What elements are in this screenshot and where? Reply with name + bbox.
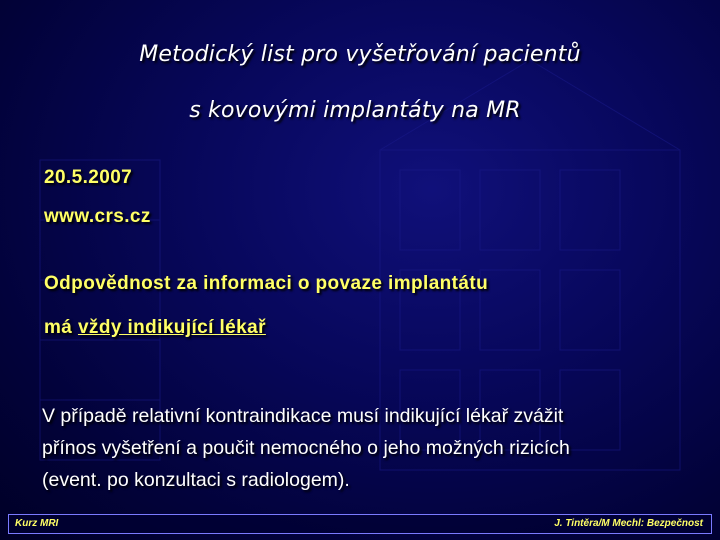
responsibility-prefix: má: [44, 317, 78, 338]
footer-bar: [8, 514, 712, 534]
date-text: 20.5.2007: [44, 167, 133, 188]
responsibility-line-2: [44, 317, 266, 339]
responsibility-line-1: Odpovědnost za informaci o povaze implantátu: [44, 273, 489, 294]
footer-authors: J. Tintěra/M Mechl: Bezpečnost: [554, 518, 703, 529]
paragraph-line: V případě relativní kontraindikace musí indikující lékař zvážit: [42, 405, 564, 427]
paragraph-line: přínos vyšetření a poučit nemocného o jeho možných rizicích: [42, 437, 570, 459]
paragraph-line: (event. po konzultaci s radiologem).: [42, 469, 350, 491]
responsibility-underlined: vždy indikující lékař: [77, 317, 266, 338]
contraindication-paragraph: [42, 400, 702, 496]
footer-course-name: Kurz MRI: [15, 518, 59, 529]
slide-title-line-2: s kovovými implantáty na MR: [189, 98, 521, 123]
website-text: www.crs.cz: [44, 206, 151, 227]
slide-title-line-1: Metodický list pro vyšetřování pacientů: [139, 42, 581, 67]
